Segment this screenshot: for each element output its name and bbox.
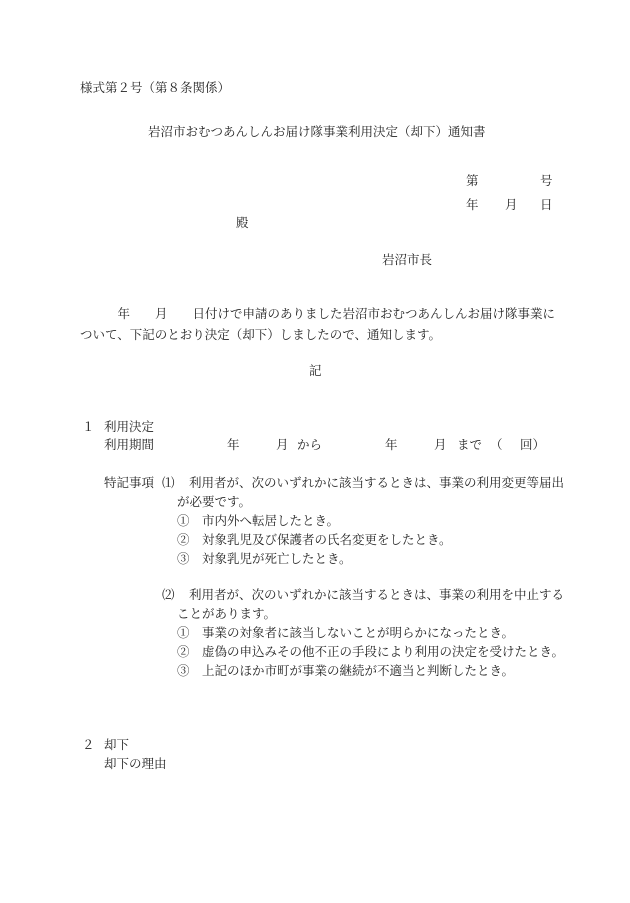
period-end-month: 月 (434, 437, 447, 452)
note1-item: ③ 対象乳児が死亡したとき。 (177, 551, 352, 566)
rejection-reason-label: 却下の理由 (104, 756, 167, 771)
section2-number: ２ (82, 737, 95, 752)
date-month: 月 (505, 197, 518, 212)
section2-title: 却下 (104, 737, 130, 752)
ki-heading: 記 (309, 363, 322, 378)
note1-item: ① 市内外へ転居したとき。 (177, 513, 340, 528)
date-year: 年 (466, 197, 479, 212)
note2-line-1: 利用者が、次のいずれかに該当するときは、事業の利用を中止する (189, 587, 565, 602)
date-day: 日 (540, 197, 553, 212)
section1-title: 利用決定 (104, 419, 155, 434)
note2-mark: ⑵ (162, 587, 175, 602)
note2-item: ③ 上記のほか市町が事業の継続が不適当と判断したとき。 (177, 663, 515, 678)
period-label: 利用期間 (104, 437, 155, 452)
form-number: 様式第２号（第８条関係） (80, 80, 231, 95)
note1-line-2: が必要です。 (177, 494, 252, 509)
period-start-year: 年 (227, 437, 240, 452)
sender: 岩沼市長 (382, 252, 433, 267)
addressee-suffix: 殿 (236, 215, 249, 230)
period-open-paren: （ (490, 437, 503, 452)
period-to: まで (457, 437, 483, 452)
note2-item: ① 事業の対象者に該当しないことが明らかになったとき。 (177, 625, 515, 640)
body-line-2: ついて、下記のとおり決定（却下）しましたので、通知します。 (80, 327, 442, 342)
period-from: から (297, 437, 323, 452)
body-line-1 (80, 306, 555, 322)
note1-item: ② 対象乳児及び保護者の氏名変更をしたとき。 (177, 532, 452, 547)
document-title: 岩沼市おむつあんしんお届け隊事業利用決定（却下）通知書 (148, 124, 486, 139)
note1-line-1: 利用者が、次のいずれかに該当するときは、事業の利用変更等届出 (189, 475, 565, 490)
note2-item: ② 虚偽の申込みその他不正の手段により利用の決定を受けたとき。 (177, 644, 565, 659)
period-start-month: 月 (276, 437, 289, 452)
note2-line-2: ことがあります。 (177, 606, 277, 621)
doc-number-suffix: 号 (540, 173, 553, 188)
period-count: 回） (520, 437, 546, 452)
note1-mark: ⑴ (162, 475, 175, 490)
section1-number: １ (82, 419, 95, 434)
notes-label: 特記事項 (104, 475, 155, 490)
body-line-1-text: 年 月 日付けで申請のありました岩沼市おむつあんしんお届け隊事業に (117, 306, 556, 321)
period-end-year: 年 (385, 437, 398, 452)
doc-number-prefix: 第 (466, 173, 479, 188)
